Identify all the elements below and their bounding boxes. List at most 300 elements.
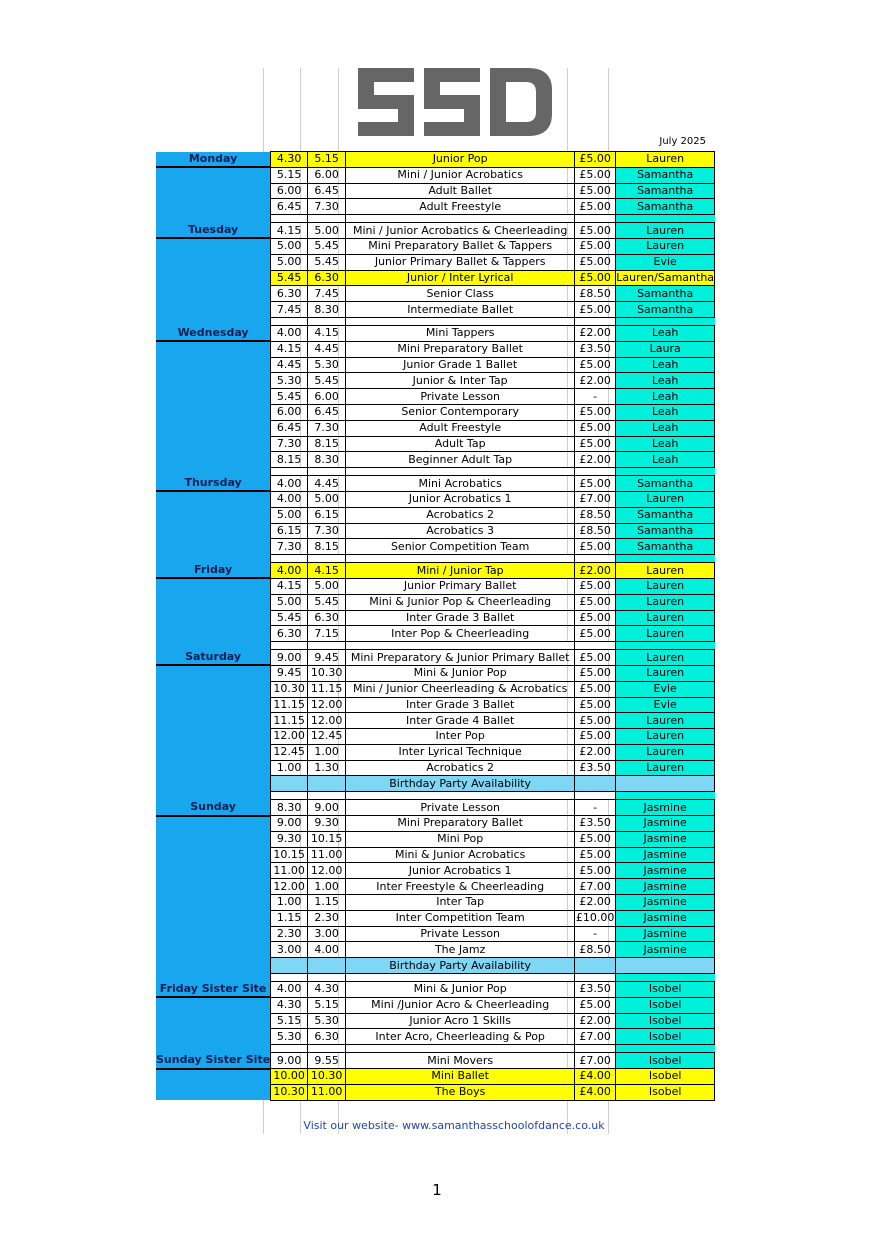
- teacher: Lauren: [616, 238, 715, 254]
- start-time: 12.45: [271, 744, 308, 760]
- end-time: 12.00: [308, 863, 346, 879]
- teacher: Lauren: [616, 578, 715, 594]
- end-time: 3.00: [308, 926, 346, 942]
- end-time: [308, 958, 346, 974]
- class-name: Acrobatics 2: [346, 760, 575, 776]
- spacer-cell: [156, 215, 271, 223]
- spacer-cell: [575, 642, 616, 650]
- end-time: 8.30: [308, 302, 346, 318]
- teacher: Evie: [616, 254, 715, 270]
- end-time: 11.00: [308, 847, 346, 863]
- spacer-cell: [156, 317, 271, 325]
- class-row: [156, 729, 715, 745]
- price: £10.00: [575, 911, 615, 925]
- teacher: Leah: [616, 389, 715, 405]
- class-row: [156, 223, 715, 239]
- teacher: Jasmine: [616, 910, 715, 926]
- spacer-cell: [156, 792, 271, 800]
- start-time: 4.15: [271, 578, 308, 594]
- class-row: [156, 302, 715, 318]
- day-cell: [156, 1013, 271, 1029]
- teacher: Leah: [616, 420, 715, 436]
- day-cell: [156, 1084, 271, 1100]
- start-time: 4.00: [271, 476, 308, 492]
- class-name: Mini / Junior Acrobatics & Cheerleading: [346, 223, 575, 239]
- start-time: 7.45: [271, 302, 308, 318]
- class-row: [156, 594, 715, 610]
- start-time: 4.00: [271, 982, 308, 998]
- class-row: [156, 863, 715, 879]
- end-time: 6.00: [308, 389, 346, 405]
- class-row: [156, 997, 715, 1013]
- price: £5.00: [575, 302, 616, 318]
- price: £5.00: [575, 199, 616, 215]
- day-label: Monday: [156, 152, 271, 168]
- class-row: [156, 744, 715, 760]
- website-link[interactable]: Visit our website- www.samanthasschoolofdance.co.uk: [303, 1119, 605, 1132]
- teacher: Samantha: [616, 199, 715, 215]
- class-row: [156, 578, 715, 594]
- spacer-cell: [308, 317, 346, 325]
- price: £5.00: [575, 610, 616, 626]
- spacer-cell: [575, 215, 616, 223]
- price: £7.00: [575, 1053, 616, 1069]
- spacer-row: [156, 468, 715, 476]
- class-row: [156, 697, 715, 713]
- teacher: Lauren: [616, 729, 715, 745]
- day-cell: [156, 270, 271, 286]
- class-row: [156, 926, 715, 942]
- class-name: Inter Pop: [346, 729, 575, 745]
- day-cell: [156, 420, 271, 436]
- end-time: 5.45: [308, 373, 346, 389]
- end-time: 6.30: [308, 270, 346, 286]
- price: £5.00: [575, 357, 616, 373]
- price: £5.00: [575, 626, 616, 642]
- end-time: 11.15: [308, 681, 346, 697]
- class-name: The Jamz: [346, 942, 575, 958]
- start-time: 9.00: [271, 816, 308, 832]
- price: £8.50: [575, 942, 616, 958]
- class-row: [156, 507, 715, 523]
- end-time: 1.15: [308, 895, 346, 911]
- day-cell: [156, 997, 271, 1013]
- day-label: Wednesday: [156, 325, 271, 341]
- class-name: Senior Competition Team: [346, 539, 575, 555]
- day-cell: [156, 863, 271, 879]
- class-name: Junior Acro 1 Skills: [346, 1013, 575, 1029]
- class-row: [156, 1084, 715, 1100]
- spacer-cell: [575, 1045, 616, 1053]
- class-name: Mini Ballet: [346, 1069, 575, 1085]
- class-row: [156, 373, 715, 389]
- class-name: Junior Grade 1 Ballet: [346, 357, 575, 373]
- class-row: [156, 254, 715, 270]
- day-label: Friday Sister Site: [156, 982, 271, 998]
- price: -: [575, 800, 616, 816]
- end-time: 5.45: [308, 254, 346, 270]
- spacer-cell: [308, 974, 346, 982]
- day-cell: [156, 879, 271, 895]
- teacher: Lauren: [616, 594, 715, 610]
- day-cell: [156, 910, 271, 926]
- price: £5.00: [575, 863, 616, 879]
- class-name: Mini / Junior Acrobatics: [346, 167, 575, 183]
- teacher: Isobel: [616, 982, 715, 998]
- spacer-cell: [346, 468, 575, 476]
- class-name: Adult Freestyle: [346, 199, 575, 215]
- teacher: [616, 776, 715, 792]
- class-row: [156, 341, 715, 357]
- spacer-cell: [308, 555, 346, 563]
- class-row: [156, 523, 715, 539]
- teacher: Lauren: [616, 744, 715, 760]
- start-time: 4.00: [271, 563, 308, 579]
- end-time: 7.45: [308, 286, 346, 302]
- day-cell: [156, 286, 271, 302]
- start-time: 7.30: [271, 436, 308, 452]
- start-time: 5.00: [271, 507, 308, 523]
- teacher: Samantha: [616, 167, 715, 183]
- day-label: Saturday: [156, 650, 271, 666]
- day-cell: [156, 341, 271, 357]
- class-name: Mini & Junior Acrobatics: [346, 847, 575, 863]
- start-time: 9.00: [271, 650, 308, 666]
- start-time: 7.30: [271, 539, 308, 555]
- class-row: [156, 760, 715, 776]
- class-row: [156, 942, 715, 958]
- price: £5.00: [575, 436, 616, 452]
- teacher: Leah: [616, 325, 715, 341]
- end-time: 4.15: [308, 325, 346, 341]
- end-time: 5.30: [308, 357, 346, 373]
- start-time: 6.15: [271, 523, 308, 539]
- class-name: Adult Tap: [346, 436, 575, 452]
- class-name: Mini Pop: [346, 831, 575, 847]
- class-name: Mini Preparatory & Junior Primary Ballet: [346, 650, 575, 666]
- day-label: Thursday: [156, 476, 271, 492]
- spacer-cell: [616, 215, 715, 223]
- start-time: 2.30: [271, 926, 308, 942]
- spacer-cell: [271, 792, 308, 800]
- teacher: Samantha: [616, 476, 715, 492]
- class-row: [156, 1069, 715, 1085]
- day-cell: [156, 942, 271, 958]
- start-time: 6.00: [271, 404, 308, 420]
- price: £5.00: [575, 847, 616, 863]
- day-cell: [156, 958, 271, 974]
- teacher: Lauren: [616, 491, 715, 507]
- day-cell: [156, 816, 271, 832]
- end-time: 5.00: [308, 223, 346, 239]
- class-row: [156, 167, 715, 183]
- start-time: 5.15: [271, 167, 308, 183]
- spacer-cell: [271, 642, 308, 650]
- teacher: Samantha: [616, 539, 715, 555]
- spacer-row: [156, 642, 715, 650]
- class-name: Inter Acro, Cheerleading & Pop: [346, 1029, 575, 1045]
- teacher: Isobel: [616, 1029, 715, 1045]
- class-row: [156, 420, 715, 436]
- spacer-cell: [346, 974, 575, 982]
- start-time: 1.00: [271, 895, 308, 911]
- spacer-row: [156, 215, 715, 223]
- teacher: Lauren: [616, 713, 715, 729]
- spacer-row: [156, 1045, 715, 1053]
- end-time: 6.45: [308, 183, 346, 199]
- class-row: [156, 1053, 715, 1069]
- end-time: 12.00: [308, 697, 346, 713]
- teacher: Samantha: [616, 183, 715, 199]
- end-time: 1.00: [308, 879, 346, 895]
- day-cell: [156, 183, 271, 199]
- start-time: 6.00: [271, 183, 308, 199]
- teacher: Leah: [616, 436, 715, 452]
- day-label: Friday: [156, 563, 271, 579]
- class-name: Inter Grade 4 Ballet: [346, 713, 575, 729]
- end-time: 11.00: [308, 1084, 346, 1100]
- class-name: Mini Preparatory Ballet & Tappers: [346, 238, 575, 254]
- class-name: Inter Grade 3 Ballet: [346, 610, 575, 626]
- price: £8.50: [575, 286, 616, 302]
- class-row: [156, 286, 715, 302]
- spacer-cell: [616, 792, 715, 800]
- spacer-cell: [271, 215, 308, 223]
- end-time: 12.00: [308, 713, 346, 729]
- class-row: [156, 1013, 715, 1029]
- price: £7.00: [575, 491, 616, 507]
- end-time: 4.45: [308, 476, 346, 492]
- day-cell: [156, 523, 271, 539]
- class-name: Adult Freestyle: [346, 420, 575, 436]
- price: £2.00: [575, 563, 616, 579]
- day-cell: [156, 491, 271, 507]
- end-time: 1.00: [308, 744, 346, 760]
- spacer-row: [156, 317, 715, 325]
- spacer-cell: [575, 468, 616, 476]
- spacer-cell: [156, 974, 271, 982]
- start-time: 4.00: [271, 325, 308, 341]
- day-label: Sunday: [156, 800, 271, 816]
- price: £3.50: [575, 760, 616, 776]
- class-row: [156, 389, 715, 405]
- start-time: 11.15: [271, 697, 308, 713]
- end-time: 7.30: [308, 523, 346, 539]
- class-row: [156, 238, 715, 254]
- start-time: 9.00: [271, 1053, 308, 1069]
- day-cell: [156, 452, 271, 468]
- spacer-cell: [346, 1045, 575, 1053]
- class-name: Junior Primary Ballet: [346, 578, 575, 594]
- day-cell: [156, 610, 271, 626]
- day-cell: [156, 744, 271, 760]
- price: £5.00: [575, 713, 616, 729]
- spacer-cell: [575, 792, 616, 800]
- class-row: [156, 626, 715, 642]
- class-row: [156, 325, 715, 341]
- end-time: 5.15: [308, 997, 346, 1013]
- start-time: 3.00: [271, 942, 308, 958]
- class-row: [156, 610, 715, 626]
- class-row: [156, 539, 715, 555]
- spacer-cell: [271, 468, 308, 476]
- day-label: Sunday Sister Site: [156, 1053, 271, 1069]
- price: £5.00: [575, 183, 616, 199]
- price: £2.00: [575, 1013, 616, 1029]
- day-cell: [156, 760, 271, 776]
- spacer-cell: [308, 215, 346, 223]
- class-name: Senior Contemporary: [346, 404, 575, 420]
- teacher: Jasmine: [616, 879, 715, 895]
- end-time: 9.55: [308, 1053, 346, 1069]
- spacer-cell: [346, 555, 575, 563]
- end-time: 10.15: [308, 831, 346, 847]
- spacer-cell: [346, 215, 575, 223]
- end-time: 2.30: [308, 910, 346, 926]
- class-row: [156, 847, 715, 863]
- class-name: Acrobatics 3: [346, 523, 575, 539]
- class-name: Private Lesson: [346, 926, 575, 942]
- price: £3.50: [575, 341, 616, 357]
- spacer-cell: [156, 555, 271, 563]
- spacer-row: [156, 555, 715, 563]
- start-time: [271, 958, 308, 974]
- day-cell: [156, 389, 271, 405]
- birthday-party-row: [156, 776, 715, 792]
- class-row: [156, 476, 715, 492]
- price: £5.00: [575, 167, 616, 183]
- start-time: 4.30: [271, 997, 308, 1013]
- start-time: 6.45: [271, 199, 308, 215]
- day-cell: [156, 199, 271, 215]
- end-time: 5.45: [308, 594, 346, 610]
- price: £4.00: [575, 1084, 616, 1100]
- price: £7.00: [575, 1029, 616, 1045]
- day-cell: [156, 895, 271, 911]
- class-row: [156, 404, 715, 420]
- birthday-party-row: [156, 958, 715, 974]
- start-time: 10.30: [271, 681, 308, 697]
- class-row: [156, 152, 715, 168]
- teacher: Lauren: [616, 563, 715, 579]
- spacer-cell: [575, 974, 616, 982]
- end-time: 4.15: [308, 563, 346, 579]
- teacher: Lauren: [616, 650, 715, 666]
- class-row: [156, 816, 715, 832]
- start-time: 5.45: [271, 610, 308, 626]
- day-cell: [156, 697, 271, 713]
- spacer-cell: [616, 1045, 715, 1053]
- class-row: [156, 681, 715, 697]
- start-time: 4.15: [271, 341, 308, 357]
- end-time: 8.15: [308, 539, 346, 555]
- class-name: Mini / Junior Tap: [346, 563, 575, 579]
- teacher: Isobel: [616, 1053, 715, 1069]
- end-time: 7.15: [308, 626, 346, 642]
- price: £8.50: [575, 523, 616, 539]
- spacer-cell: [575, 317, 616, 325]
- class-row: [156, 270, 715, 286]
- class-row: [156, 1029, 715, 1045]
- day-cell: [156, 626, 271, 642]
- day-cell: [156, 1069, 271, 1085]
- price: £2.00: [575, 744, 616, 760]
- start-time: 8.15: [271, 452, 308, 468]
- class-row: [156, 800, 715, 816]
- start-time: 4.15: [271, 223, 308, 239]
- end-time: 10.30: [308, 665, 346, 681]
- price: [575, 958, 616, 974]
- teacher: Laura: [616, 341, 715, 357]
- price: [575, 776, 616, 792]
- class-name: Junior Pop: [346, 152, 575, 168]
- class-name: Mini Acrobatics: [346, 476, 575, 492]
- class-name: Mini & Junior Pop & Cheerleading: [346, 594, 575, 610]
- end-time: 9.00: [308, 800, 346, 816]
- class-row: [156, 713, 715, 729]
- price: £4.00: [575, 1069, 616, 1085]
- spacer-cell: [308, 642, 346, 650]
- start-time: 9.30: [271, 831, 308, 847]
- spacer-cell: [271, 974, 308, 982]
- day-cell: [156, 302, 271, 318]
- class-name: Private Lesson: [346, 389, 575, 405]
- spacer-cell: [346, 792, 575, 800]
- spacer-cell: [308, 468, 346, 476]
- teacher: Evie: [616, 697, 715, 713]
- start-time: 6.30: [271, 626, 308, 642]
- start-time: 5.15: [271, 1013, 308, 1029]
- class-row: [156, 357, 715, 373]
- teacher: Isobel: [616, 1013, 715, 1029]
- day-cell: [156, 254, 271, 270]
- teacher: Leah: [616, 404, 715, 420]
- class-name: Junior & Inter Tap: [346, 373, 575, 389]
- spacer-cell: [616, 555, 715, 563]
- price: £5.00: [575, 152, 616, 168]
- end-time: 9.30: [308, 816, 346, 832]
- price: £5.00: [575, 539, 616, 555]
- class-name: Private Lesson: [346, 800, 575, 816]
- class-name: Inter Pop & Cheerleading: [346, 626, 575, 642]
- start-time: 11.15: [271, 713, 308, 729]
- end-time: 8.30: [308, 452, 346, 468]
- class-row: [156, 199, 715, 215]
- end-time: 6.30: [308, 1029, 346, 1045]
- start-time: 6.45: [271, 420, 308, 436]
- price: £5.00: [575, 697, 616, 713]
- spacer-cell: [616, 317, 715, 325]
- price: £5.00: [575, 223, 616, 239]
- start-time: 5.30: [271, 373, 308, 389]
- start-time: 10.30: [271, 1084, 308, 1100]
- price: £5.00: [575, 476, 616, 492]
- day-cell: [156, 578, 271, 594]
- class-name: Mini / Junior Cheerleading & Acrobatics: [346, 681, 575, 697]
- price: £5.00: [575, 665, 616, 681]
- class-name: The Boys: [346, 1084, 575, 1100]
- start-time: 5.45: [271, 389, 308, 405]
- day-cell: [156, 926, 271, 942]
- price: £8.50: [575, 507, 616, 523]
- spacer-row: [156, 792, 715, 800]
- teacher: Leah: [616, 373, 715, 389]
- start-time: 5.00: [271, 594, 308, 610]
- teacher: Leah: [616, 452, 715, 468]
- spacer-cell: [271, 317, 308, 325]
- teacher: [616, 958, 715, 974]
- teacher: Jasmine: [616, 800, 715, 816]
